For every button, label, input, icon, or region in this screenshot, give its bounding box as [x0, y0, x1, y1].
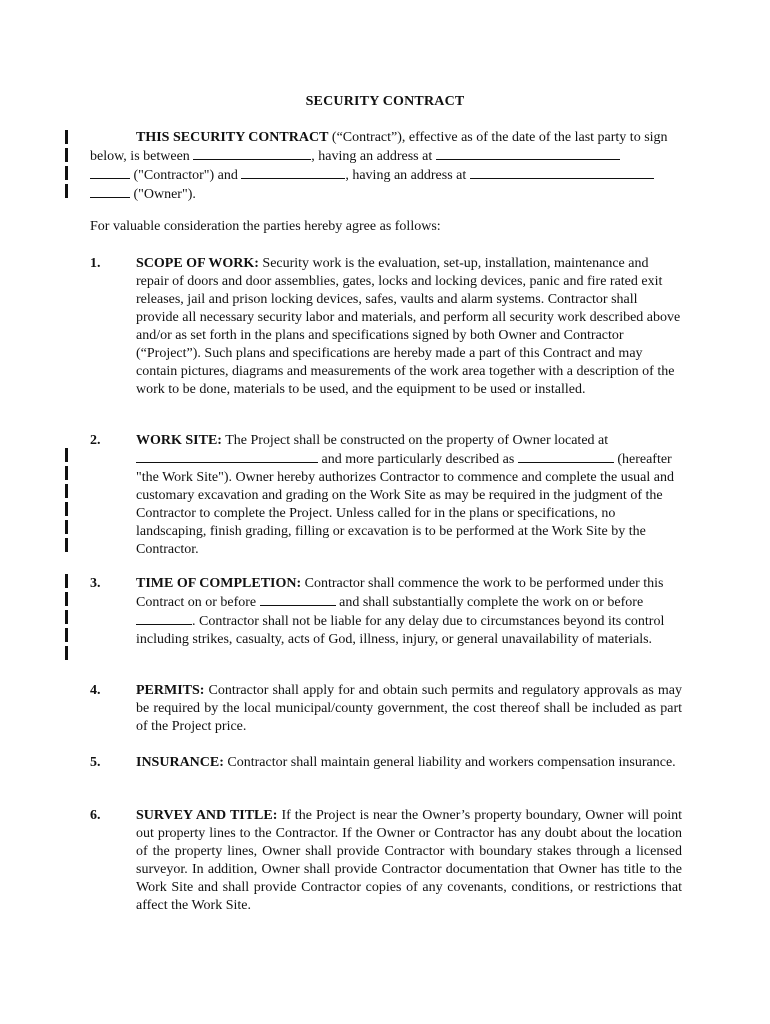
property-description-blank — [518, 450, 614, 463]
consideration-text: For valuable consideration the parties hereby agree as follows: — [90, 219, 441, 234]
section-text: Security work is the evaluation, set-up, installation, maintenance and repair of doors and door assemblies, gates, locks and locking devices, panic and fire rated exit releases, jail and prison locking devices, safes, vaults and alarm systems. Contractor shall provide all necessary security labor and materials, and perform all security work described above and/or as set forth in the plans and specifications signed by both Owner and Contractor (“Project”). Such plans and specifications are hereby made a part of this Contract and may contain pictures, diagrams and measurements of the work area together with a description of the work to be done, materials to be used, and the equipment to be used or installed. — [136, 256, 681, 397]
intro-lead: THIS SECURITY CONTRACT — [136, 130, 329, 145]
property-location-blank — [136, 450, 318, 463]
change-bar — [65, 148, 68, 162]
change-bar — [65, 628, 68, 642]
section-number: 5. — [90, 755, 101, 770]
change-bar — [65, 166, 68, 180]
section-text: If the Project is near the Owner’s property boundary, Owner will point out property lines to the Contractor. If the Owner or Contractor has any doubt about the location of the property lines, Owner shall provide Contractor with boundary stakes through a licensed surveyor. In addition, Owner shall provide Contractor documentation that Owner has title to the Work Site and shall provide Contractor copies of any covenants, conditions, or restrictions that affect the Work Site. — [136, 808, 682, 913]
change-bar — [65, 184, 68, 198]
section-permits — [90, 682, 682, 736]
change-bar — [65, 448, 68, 462]
change-bar — [65, 574, 68, 588]
owner-address-blank — [470, 166, 654, 179]
change-bar — [65, 520, 68, 534]
section-heading: TIME OF COMPLETION: — [136, 576, 302, 591]
change-bar — [65, 610, 68, 624]
section-heading: INSURANCE: — [136, 755, 224, 770]
intro-paragraph: THIS SECURITY CONTRACT (“Contract”), effective as of the date of the last party to sign below, is between , having an address at ("Contractor") and , having an address at ("Owner"). — [90, 130, 668, 202]
owner-name-blank — [241, 166, 345, 179]
section-heading: SCOPE OF WORK: — [136, 256, 259, 271]
section-number: 6. — [90, 808, 101, 823]
section-heading: WORK SITE: — [136, 433, 222, 448]
section-scope-of-work — [90, 255, 682, 399]
contractor-blank — [90, 166, 130, 179]
document-title: SECURITY CONTRACT — [305, 94, 465, 109]
change-bar — [65, 466, 68, 480]
section-number: 1. — [90, 256, 101, 271]
change-bar — [65, 592, 68, 606]
start-date-blank — [260, 593, 336, 606]
section-text: Contractor shall apply for and obtain such permits and regulatory approvals as may be required by the local municipal/county government, the cost thereof shall be included as part of the Project price. — [136, 683, 682, 734]
section-number: 3. — [90, 576, 101, 591]
section-heading: PERMITS: — [136, 683, 205, 698]
section-survey-and-title — [90, 807, 682, 915]
section-text: Contractor shall maintain general liability and workers compensation insurance. — [223, 755, 676, 770]
section-insurance — [90, 754, 682, 772]
change-bar — [65, 502, 68, 516]
change-bar — [65, 646, 68, 660]
section-work-site: 2. WORK SITE: The Project shall be constructed on the property of Owner located at and more particularly described as (hereafter "the Work Site"). Owner hereby authorizes Contractor to commence and complete the usual and customary excavation and grading on the Work Site as may be required in the judgment of the Contractor to complete the Project. Unless called for in the plans or specifications, no landscaping, finish grading, filling or excavation is to be performed at the Work Site by the Contractor. — [90, 433, 674, 557]
completion-date-blank — [136, 612, 192, 625]
section-heading: SURVEY AND TITLE: — [136, 808, 278, 823]
section-number: 2. — [90, 433, 101, 448]
change-bar — [65, 130, 68, 144]
change-bar — [65, 538, 68, 552]
section-number: 4. — [90, 683, 101, 698]
section-time-of-completion: 3. TIME OF COMPLETION: Contractor shall commence the work to be performed under this Contract on or before and shall substantially complete the work on or before . Contractor shall not be liable for any delay due to circumstances beyond its control including strikes, casualty, acts of God, illness, injury, or general unavailability of materials. — [90, 576, 665, 647]
party-name-blank — [193, 147, 311, 160]
address-blank — [436, 147, 620, 160]
owner-blank — [90, 185, 130, 198]
change-bar — [65, 484, 68, 498]
